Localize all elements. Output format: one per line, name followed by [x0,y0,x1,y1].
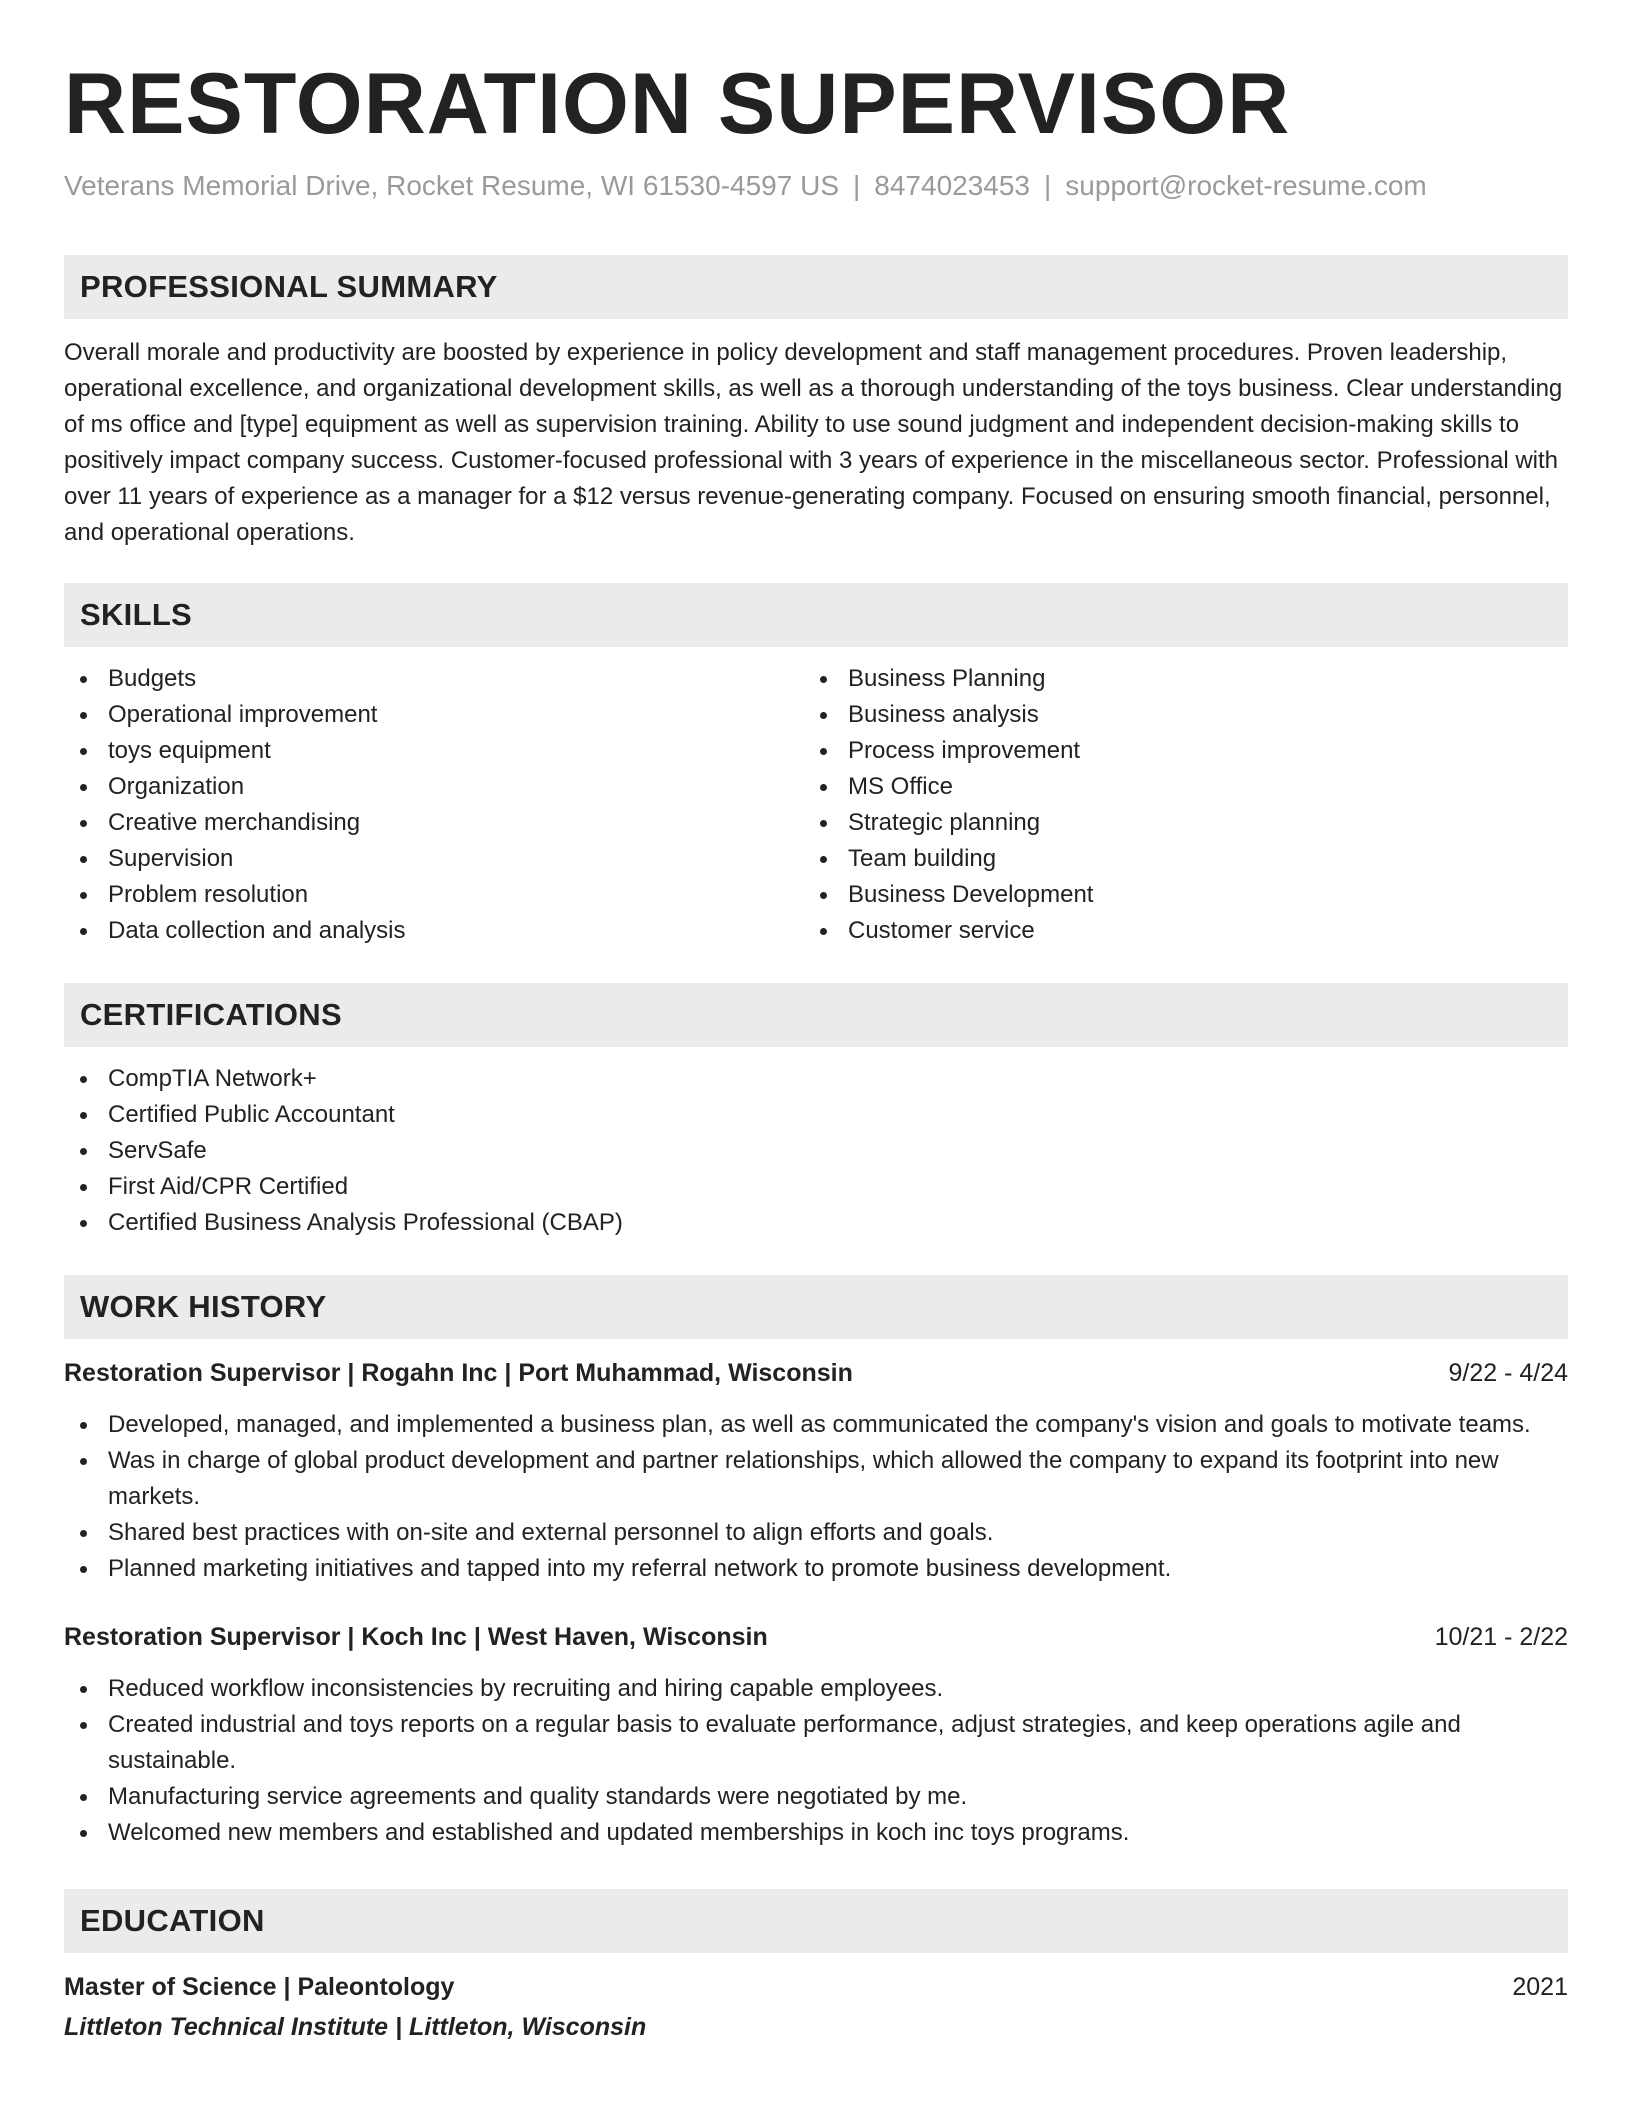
skill-item: Supervision [64,841,804,877]
skill-item: Organization [64,769,804,805]
section-header-skills: SKILLS [64,583,1568,647]
job-dates: 9/22 - 4/24 [1448,1359,1568,1387]
skill-item: toys equipment [64,733,804,769]
job-bullets [64,1671,1568,1851]
job-dates: 10/21 - 2/22 [1434,1623,1568,1651]
education-school: Littleton Technical Institute | Littleton, Wisconsin [64,2013,647,2041]
resume-name: RESTORATION SUPERVISOR [64,56,1291,152]
job-heading [64,1355,1568,1391]
job-bullet: Reduced workflow inconsistencies by recruiting and hiring capable employees. [64,1671,1568,1707]
skill-item: Business analysis [804,697,1544,733]
certification-item: ServSafe [64,1133,1568,1169]
job-bullet: Shared best practices with on-site and external personnel to align efforts and goals. [64,1515,1568,1551]
skill-item: Problem resolution [64,877,804,913]
section-header-work-history: WORK HISTORY [64,1275,1568,1339]
skill-item: Data collection and analysis [64,913,804,949]
education-heading [64,1969,1568,2005]
certification-item: First Aid/CPR Certified [64,1169,1568,1205]
certification-item: CompTIA Network+ [64,1061,1568,1097]
skill-item: Team building [804,841,1544,877]
education-degree: Master of Science | Paleontology [64,1973,455,2001]
contact-separator: | [853,170,861,201]
skills-column-left [64,661,804,949]
contact-separator: | [1044,170,1052,201]
contact-address: Veterans Memorial Drive, Rocket Resume, WI 61530-4597 US [64,170,839,201]
contact-phone: 8474023453 [874,170,1031,201]
certification-item: Certified Public Accountant [64,1097,1568,1133]
job-bullets [64,1407,1568,1587]
section-header-education: EDUCATION [64,1889,1568,1953]
skills-grid [64,661,1568,949]
job-bullet: Was in charge of global product development and partner relationships, which allowed the company to expand its footprint into new markets. [64,1443,1568,1515]
skills-column-right [804,661,1544,949]
skill-item: Customer service [804,913,1544,949]
skill-item: Strategic planning [804,805,1544,841]
skill-item: MS Office [804,769,1544,805]
skill-item: Creative merchandising [64,805,804,841]
job-title: Restoration Supervisor | Koch Inc | West Haven, Wisconsin [64,1623,768,1651]
job-bullet: Developed, managed, and implemented a business plan, as well as communicated the company's vision and goals to motivate teams. [64,1407,1568,1443]
section-header-certifications: CERTIFICATIONS [64,983,1568,1047]
job-bullet: Planned marketing initiatives and tapped into my referral network to promote business development. [64,1551,1568,1587]
contact-email: support@rocket-resume.com [1065,170,1427,201]
section-header-professional-summary: PROFESSIONAL SUMMARY [64,255,1568,319]
job-bullet: Welcomed new members and established and updated memberships in koch inc toys programs. [64,1815,1568,1851]
summary-text: Overall morale and productivity are boosted by experience in policy development and staff management procedures. Proven leadership, operational excellence, and organizational development skills, as well as a thorough understanding of the toys business. Clear understanding of ms office and [type] equipment as well as supervision training. Ability to use sound judgment and independent decision-making skills to positively impact company success. Customer-focused professional with 3 years of experience in the miscellaneous sector. Professional with over 11 years of experience as a manager for a $12 versus revenue-generating company. Focused on ensuring smooth financial, personnel, and operational operations. [64,339,1563,546]
certification-item: Certified Business Analysis Professional (CBAP) [64,1205,1568,1241]
job-title: Restoration Supervisor | Rogahn Inc | Port Muhammad, Wisconsin [64,1359,853,1387]
skill-item: Business Development [804,877,1544,913]
education-year: 2021 [1512,1973,1568,2001]
job-heading [64,1619,1568,1655]
skill-item: Budgets [64,661,804,697]
contact-line [64,168,1568,204]
job-bullet: Created industrial and toys reports on a regular basis to evaluate performance, adjust strategies, and keep operations agile and sustainable. [64,1707,1568,1779]
skill-item: Business Planning [804,661,1544,697]
job-bullet: Manufacturing service agreements and quality standards were negotiated by me. [64,1779,1568,1815]
certifications-list [64,1061,1568,1241]
skill-item: Process improvement [804,733,1544,769]
skill-item: Operational improvement [64,697,804,733]
